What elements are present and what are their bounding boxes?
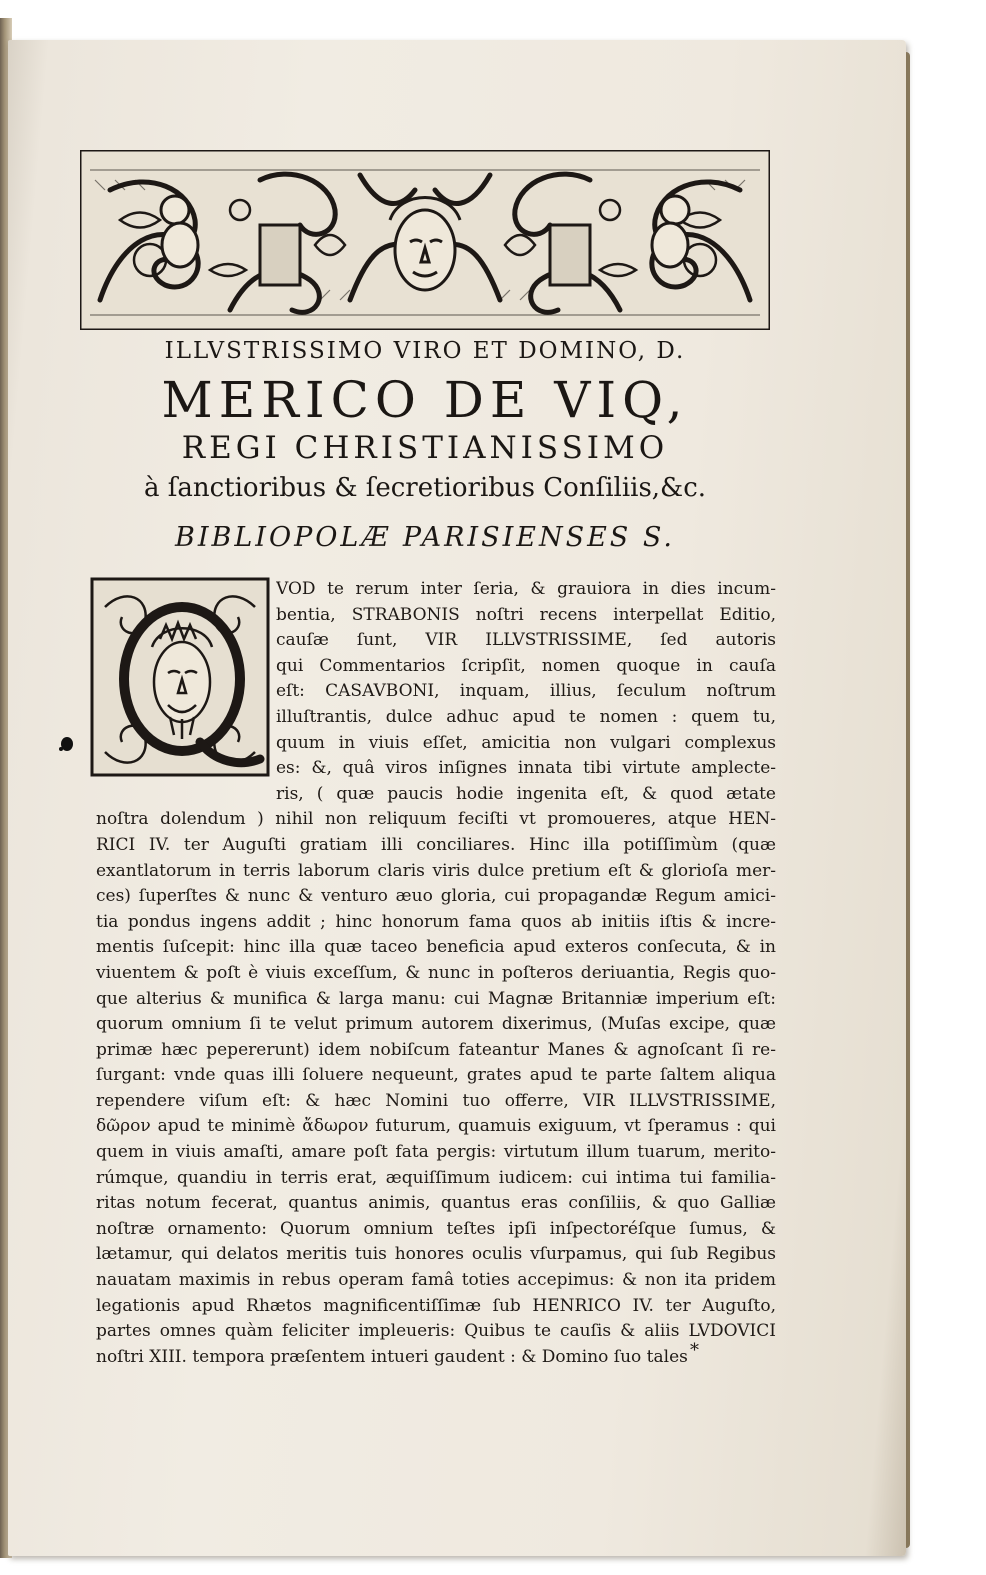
body-line: δῶρον apud te minimè ἄδωρον futurum, quamuis exiguum, vt ſperamus : qui	[96, 1116, 776, 1137]
body-line: partes omnes quàm feliciter impleueris: Quibus te cauſis & aliis LVDOVICI	[96, 1321, 776, 1342]
body-line: rúmque, quandiu in terris erat, æquiſſimum iudicem: cui intima tui familia-	[96, 1167, 776, 1188]
body-line: qui Commentarios ſcripſit, nomen quoque in cauſa	[276, 655, 776, 676]
body-line: bentia, STRABONIS noſtri recens interpellat Editio,	[276, 604, 776, 625]
dedicatee-name: MERICO DE VIQ,	[161, 371, 689, 429]
body-line: exantlatorum in terris laborum claris viris dulce pretium eſt & glorioſa mer-	[96, 860, 776, 881]
booksellers-salutation: BIBLIOPOLÆ PARISIENSES S.	[175, 522, 675, 553]
body-line: ces) ſuperſtes & nunc & venturo æuo gloria, cui propagandæ Regum amici-	[96, 886, 776, 907]
body-line: es: &, quâ viros inſignes innata tibi virtute amplecte-	[276, 758, 776, 779]
body-line: illuſtrantis, dulce adhuc apud te nomen : quem tu,	[276, 706, 776, 727]
body-line: nauatam maximis in rebus operam famâ toties accepimus: & non ita pridem	[96, 1270, 776, 1291]
body-line: cauſæ ſunt, VIR ILLVSTRISSIME, ſed autoris	[276, 630, 776, 651]
body-line: ritas notum fecerat, quantus animis, quantus eras conſiliis, & quo Galliæ	[96, 1193, 776, 1214]
body-line: eſt: CASAVBONI, inquam, illius, ſeculum noſtrum	[276, 681, 776, 702]
dedicatee-subtitle: à ſanctioribus & ſecretioribus Conſiliis,&c.	[143, 473, 707, 503]
ink-spot	[58, 735, 76, 753]
body-line: quum in viuis eſſet, amicitia non vulgari complexus	[276, 732, 776, 753]
signature-mark: *	[690, 1340, 699, 1361]
body-line: RICI IV. ter Auguſti gratiam illi conciliares. Hinc illa potiſſimùm (quæ	[96, 834, 776, 855]
body-line: quem in viuis amaſti, amare poſt fata pergis: virtutum illum tuarum, merito-	[96, 1142, 776, 1163]
dedication-body	[96, 577, 776, 1370]
body-line: tia pondus ingens addit ; hinc honorum fama quos ab initiis iſtis & incre-	[96, 911, 776, 932]
body-line: lætamur, qui delatos meritis tuis honores oculis vſurpamus, qui ſub Regibus	[96, 1244, 776, 1265]
body-line: que alterius & munifica & larga manu: cui Magnæ Britanniæ imperium eſt:	[96, 988, 776, 1009]
body-line: ris, ( quæ paucis hodie ingenita eſt, & quod ætate	[276, 783, 776, 804]
body-line: VOD te rerum inter ſeria, & grauiora in dies incum-	[276, 579, 776, 599]
ornamental-headpiece	[80, 150, 770, 330]
body-line: legationis apud Rhætos magnificentiſſimæ ſub HENRICO IV. ter Auguſto,	[96, 1295, 776, 1316]
body-line: noſtri XIII. tempora præſentem intueri gaudent : & Domino ſuo tales	[96, 1346, 688, 1367]
body-line: ſurgant: vnde quas illi ſoluere nequeunt, grates apud te parte ſaltem aliqua	[96, 1065, 776, 1086]
body-line: primæ hæc pepererunt) idem nobiſcum fateantur Manes & agnoſcant ſi re-	[96, 1039, 776, 1060]
dedicatee-title: REGI CHRISTIANISSIMO	[181, 430, 669, 466]
body-line: mentis ſuſcepit: hinc illa quæ taceo beneficia apud exteros conſecuta, & in	[96, 937, 776, 958]
body-line: quorum omnium ſi te velut primum autorem dixerimus, (Muſas excipe, quæ	[96, 1014, 776, 1035]
body-line: noſtræ ornamento: Quorum omnium teſtes ipſi inſpectoréſque ſumus, &	[96, 1218, 776, 1239]
dedication-caption: ILLVSTRISSIMO VIRO ET DOMINO, D.	[164, 338, 686, 364]
body-line: rependere viſum eſt: & hæc Nomini tuo offerre, VIR ILLVSTRISSIME,	[96, 1090, 776, 1111]
body-line: noſtra dolendum ) nihil non reliquum feciſti vt promoueres, atque HEN-	[96, 809, 776, 830]
body-line: viuentem & poſt è viuis exceſſum, & nunc in poſteros deriuantia, Regis quo-	[96, 962, 776, 983]
